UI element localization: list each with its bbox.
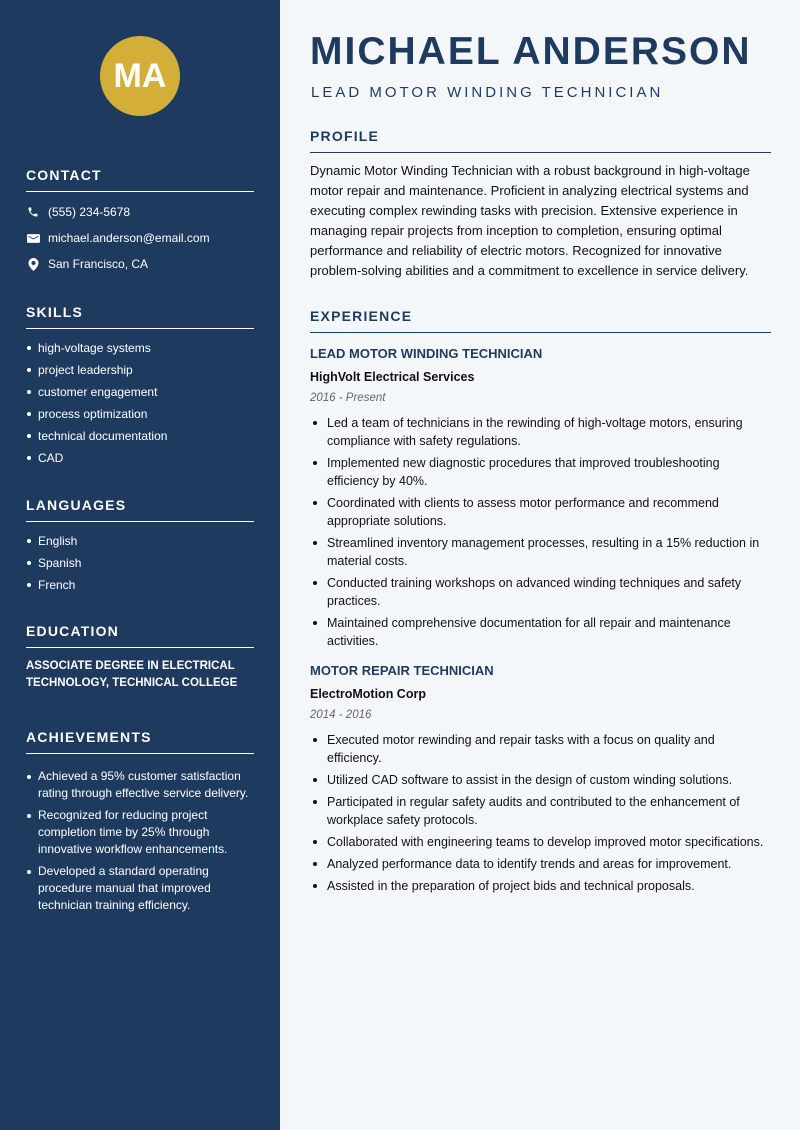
job-title: LEAD MOTOR WINDING TECHNICIAN: [310, 346, 543, 361]
skills-section: [26, 304, 254, 469]
languages-heading: LANGUAGES: [26, 497, 254, 522]
job-dates: 2016 - Present: [310, 392, 386, 404]
job-bullets: [310, 414, 771, 650]
languages-list: [26, 530, 254, 596]
job-bullet: Streamlined inventory management processes, resulting in a 15% reduction in material costs.: [310, 534, 771, 570]
contact-location: [26, 251, 254, 277]
skill-item: high-voltage systems: [26, 337, 254, 359]
profile-heading: PROFILE: [310, 128, 771, 153]
location-pin-icon: [26, 257, 40, 271]
contact-section: [26, 167, 254, 277]
skill-item: CAD: [26, 447, 254, 469]
contact-email-text: michael.anderson@email.com: [48, 231, 210, 245]
job-bullet: Executed motor rewinding and repair tasks with a focus on quality and efficiency.: [310, 731, 771, 767]
contact-phone: [26, 199, 254, 225]
contact-phone-text: (555) 234-5678: [48, 205, 131, 219]
job-bullet: Analyzed performance data to identify trends and areas for improvement.: [310, 855, 771, 873]
candidate-name: MICHAEL ANDERSON: [310, 30, 752, 73]
skill-item: technical documentation: [26, 425, 254, 447]
skills-heading: SKILLS: [26, 304, 254, 329]
education-section: [26, 623, 254, 692]
job-entry: [310, 662, 771, 895]
email-icon: [26, 231, 40, 245]
language-item: English: [26, 530, 254, 552]
education-heading: EDUCATION: [26, 623, 254, 648]
job-bullet: Maintained comprehensive documentation for all repair and maintenance activities.: [310, 614, 771, 650]
job-company: [310, 368, 771, 386]
profile-text: Dynamic Motor Winding Technician with a robust background in high-voltage motor repair and maintenance. Proficient in analyzing electrical systems and executing complex rewinding tasks with precision. Extensive experience in managing repair projects from inception to completion, ensuring optimal performance and reliability of electric motors. Recognized for innovative problem-solving abilities and a commitment to excellence in service delivery.: [310, 163, 750, 278]
language-item: French: [26, 574, 254, 596]
job-bullet: Coordinated with clients to assess motor performance and recommend appropriate solutions.: [310, 494, 771, 530]
achievements-section: [26, 729, 254, 919]
language-item: Spanish: [26, 552, 254, 574]
job-bullet: Led a team of technicians in the rewinding of high-voltage motors, ensuring compliance with safety regulations.: [310, 414, 771, 450]
achievement-item: Achieved a 95% customer satisfaction rating through effective service delivery.: [26, 768, 254, 802]
skill-item: project leadership: [26, 359, 254, 381]
achievement-item: Developed a standard operating procedure manual that improved technician training efficiency.: [26, 863, 254, 914]
avatar: [100, 36, 180, 116]
experience-section: [310, 308, 771, 899]
contact-location-text: San Francisco, CA: [48, 257, 149, 271]
contact-heading: CONTACT: [26, 167, 254, 192]
job-title: MOTOR REPAIR TECHNICIAN: [310, 663, 494, 678]
job-bullet: Utilized CAD software to assist in the design of custom winding solutions.: [310, 771, 771, 789]
job-bullets: [310, 731, 771, 895]
contact-email: [26, 225, 254, 251]
job-company: [310, 685, 771, 703]
sidebar: [0, 0, 280, 1130]
candidate-role: LEAD MOTOR WINDING TECHNICIAN: [311, 84, 664, 101]
experience-heading: EXPERIENCE: [310, 308, 771, 333]
education-degree: ASSOCIATE DEGREE IN ELECTRICAL TECHNOLOGY, TECHNICAL COLLEGE: [26, 660, 238, 689]
languages-section: [26, 497, 254, 596]
job-bullet: Collaborated with engineering teams to develop improved motor specifications.: [310, 833, 771, 851]
profile-section: [310, 128, 771, 294]
skill-item: process optimization: [26, 403, 254, 425]
achievements-heading: ACHIEVEMENTS: [26, 729, 254, 754]
skills-list: [26, 337, 254, 469]
job-bullet: Implemented new diagnostic procedures that improved troubleshooting efficiency by 40%.: [310, 454, 771, 490]
job-company-name: ElectroMotion Corp: [310, 687, 426, 701]
skill-item: customer engagement: [26, 381, 254, 403]
job-bullet: Assisted in the preparation of project bids and technical proposals.: [310, 877, 771, 895]
avatar-initials: MA: [113, 56, 167, 95]
job-dates: 2014 - 2016: [310, 709, 372, 721]
achievement-item: Recognized for reducing project completion time by 25% through innovative workflow enhancements.: [26, 807, 254, 858]
job-bullet: Participated in regular safety audits and contributed to the enhancement of workplace safety protocols.: [310, 793, 771, 829]
job-company-name: HighVolt Electrical Services: [310, 370, 475, 384]
job-entry: [310, 345, 771, 650]
phone-icon: [26, 205, 40, 219]
achievements-list: [26, 768, 254, 914]
job-bullet: Conducted training workshops on advanced winding techniques and safety practices.: [310, 574, 771, 610]
